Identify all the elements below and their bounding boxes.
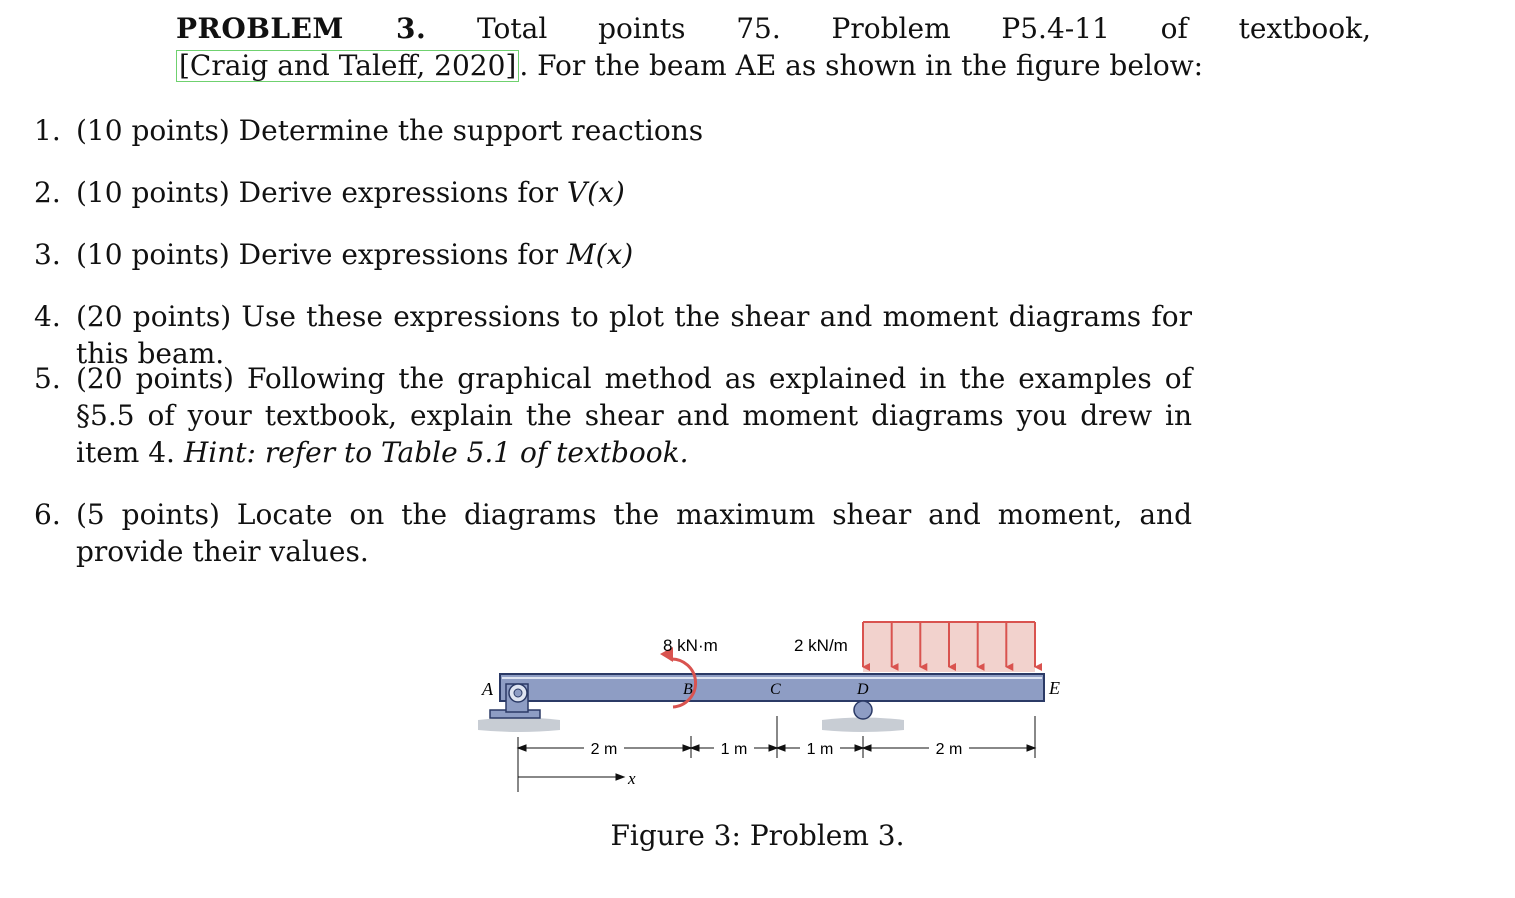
task-hint: Hint: refer to Table 5.1 of textbook.	[183, 436, 689, 469]
beam-diagram	[470, 612, 1070, 802]
point-e-label: E	[1049, 678, 1060, 698]
task-number: 1.	[34, 114, 61, 147]
task-text: (10 points) Derive expressions for	[76, 176, 567, 209]
point-c-label: C	[770, 681, 781, 698]
dim-de-label: 2 m	[935, 741, 963, 758]
task-text: (10 points) Derive expressions for	[76, 238, 567, 271]
beam-figure	[470, 612, 1070, 806]
dim-ab-label: 2 m	[590, 741, 618, 758]
task-text: (10 points) Determine the support reactions	[76, 114, 704, 147]
citation-link[interactable]: [Craig and Taleff, 2020]	[176, 50, 519, 82]
problem-statement	[176, 10, 1371, 84]
dim-cd-label: 1 m	[806, 741, 834, 758]
load-label: 2 kN/m	[794, 636, 848, 655]
task-number: 5.	[34, 362, 61, 395]
problem-intro	[176, 10, 1371, 84]
problem-heading: PROBLEM 3.	[176, 12, 427, 45]
task-number: 2.	[34, 176, 61, 209]
task-number: 3.	[34, 238, 61, 271]
task-math: V(x)	[566, 176, 625, 209]
moment-label: 8 kN·m	[663, 636, 718, 655]
figure-caption: Figure 3: Problem 3.	[610, 819, 905, 852]
point-b-label: B	[683, 681, 693, 698]
dim-bc-label: 1 m	[720, 741, 748, 758]
problem-text-a: Total points 75. Problem P5.4-11 of textbook,	[426, 12, 1371, 45]
task-item-1	[34, 112, 1192, 149]
task-item-5	[34, 360, 1192, 471]
task-text: (5 points) Locate on the diagrams the maximum shear and moment, and provide their values.	[76, 498, 1192, 568]
task-item-2	[34, 174, 1192, 211]
ground-a	[478, 718, 560, 733]
task-number: 6.	[34, 498, 61, 531]
task-text: (20 points) Use these expressions to plot the shear and moment diagrams for this beam.	[76, 300, 1192, 370]
task-item-3	[34, 236, 1192, 273]
x-axis-label: x	[628, 769, 636, 788]
task-item-6	[34, 496, 1192, 570]
point-a-label: A	[482, 679, 493, 699]
point-d-label: D	[857, 681, 869, 698]
task-text: (20 points) Following the graphical method as explained in the examples of §5.5 of your textbook, explain the shear and moment diagrams you drew in item 4.	[76, 362, 1192, 469]
task-number: 4.	[34, 300, 61, 333]
roller-support-d	[854, 701, 872, 719]
task-math: M(x)	[566, 238, 634, 271]
problem-text-b: . For the beam AE as shown in the figure below:	[519, 49, 1204, 82]
